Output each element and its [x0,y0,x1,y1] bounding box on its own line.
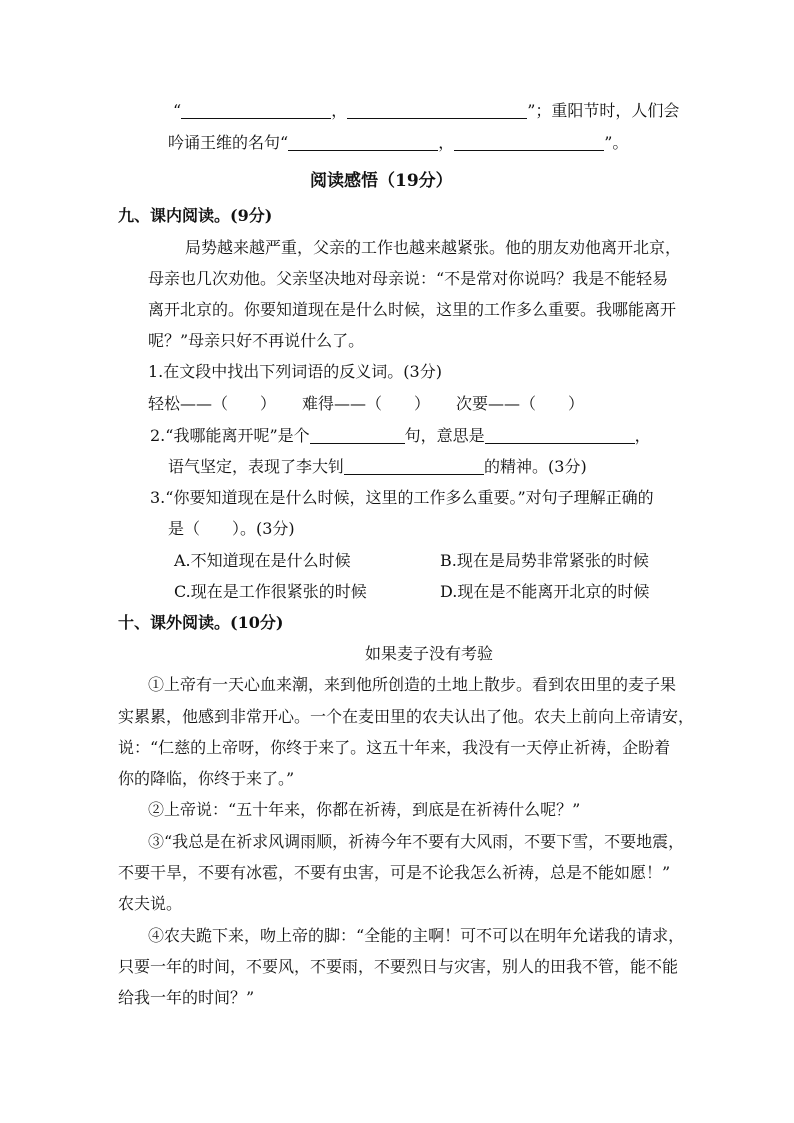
q9-sub2-line2 [168,457,587,477]
q9-sub3-line2: 是（ ）。(3分) [168,519,295,538]
top-poem-line-2 [168,133,628,153]
antonym-1[interactable]: 轻松——（ ） [148,394,277,413]
top-line-2-end: ”。 [604,133,629,152]
q9-sub2-line1 [150,426,651,446]
q9-passage-line: 母亲也几次劝他。父亲坚决地对母亲说：“不是常对你说吗？我是不能轻易 [148,269,669,288]
option-b[interactable]: B.现在是局势非常紧张的时候 [440,551,649,570]
blank-spirit[interactable] [344,458,484,475]
q10-text-line: 说：“仁慈的上帝呀，你终于来了。这五十年来，我没有一天停止祈祷，企盼着 [118,738,671,757]
q10-text-line: ②上帝说：“五十年来，你都在祈祷，到底是在祈祷什么呢？” [148,800,581,819]
comma-2: ， [438,133,455,152]
top-line-1-rest: ”；重阳节时，人们会 [527,101,680,120]
blank-2[interactable] [347,102,527,119]
s2-c: ， [634,426,651,445]
section-title: 阅读感悟（19分） [310,171,453,191]
antonym-2[interactable]: 难得——（ ） [302,394,431,413]
comma-1: ， [331,101,348,120]
option-d[interactable]: D.现在是不能离开北京的时候 [440,582,650,601]
blank-sentence-type[interactable] [310,427,405,444]
q10-title: 如果麦子没有考验 [365,644,494,663]
q9-heading: 九、课内阅读。(9分) [118,206,273,225]
q9-passage-line: 局势越来越严重，父亲的工作也越来越紧张。他的朋友劝他离开北京， [185,238,682,257]
top-line-2-pre: 吟诵王维的名句“ [168,133,289,152]
q10-text-line: ③“我总是在祈求风调雨顺，祈祷今年不要有大风雨，不要下雪，不要地震， [148,832,685,851]
q10-text-line: 只要一年的时间，不要风，不要雨，不要烈日与灾害，别人的田我不管，能不能 [118,957,679,976]
q10-text-line: 实累累，他感到非常开心。一个在麦田里的农夫认出了他。农夫上前向上帝请安， [118,707,695,726]
q9-passage-line: 呢？”母亲只好不再说什么了。 [148,331,365,350]
blank-3[interactable] [288,134,438,151]
q9-sub1: 1.在文段中找出下列词语的反义词。(3分) [148,362,442,381]
top-poem-line-1 [173,101,679,121]
open-quote: “ [173,101,182,120]
blank-4[interactable] [454,134,604,151]
blank-meaning[interactable] [485,427,635,444]
antonym-3[interactable]: 次要——（ ） [456,394,585,413]
option-a[interactable]: A.不知道现在是什么时候 [174,551,351,570]
option-c[interactable]: C.现在是工作很紧张的时候 [174,582,367,601]
q10-text-line: 你的降临，你终于来了。” [118,769,295,788]
q9-sub3-line1: 3.“你要知道现在是什么时候，这里的工作多么重要。”对句子理解正确的 [150,488,654,507]
q10-text-line: 农夫说。 [118,894,183,913]
q10-text-line: ④农夫跪下来，吻上帝的脚：“全能的主啊！可不可以在明年允诺我的请求， [148,926,685,945]
q10-text-line: 不要干旱，不要有冰雹，不要有虫害，可是不论我怎么祈祷，总是不能如愿！” [118,863,671,882]
s2-a: 2.“我哪能离开呢”是个 [150,426,310,445]
q10-text-line: ①上帝有一天心血来潮，来到他所创造的土地上散步。看到农田里的麦子果 [148,675,677,694]
q9-passage-line: 离开北京的。你要知道现在是什么时候，这里的工作多么重要。我哪能离开 [148,300,677,319]
s2-b: 句，意思是 [404,426,485,445]
q10-heading: 十、课外阅读。(10分) [118,613,284,632]
blank-1[interactable] [181,102,331,119]
s2-d: 语气坚定，表现了李大钊 [168,457,345,476]
s2-e: 的精神。(3分) [484,457,587,476]
q10-text-line: 给我一年的时间？” [118,988,255,1007]
